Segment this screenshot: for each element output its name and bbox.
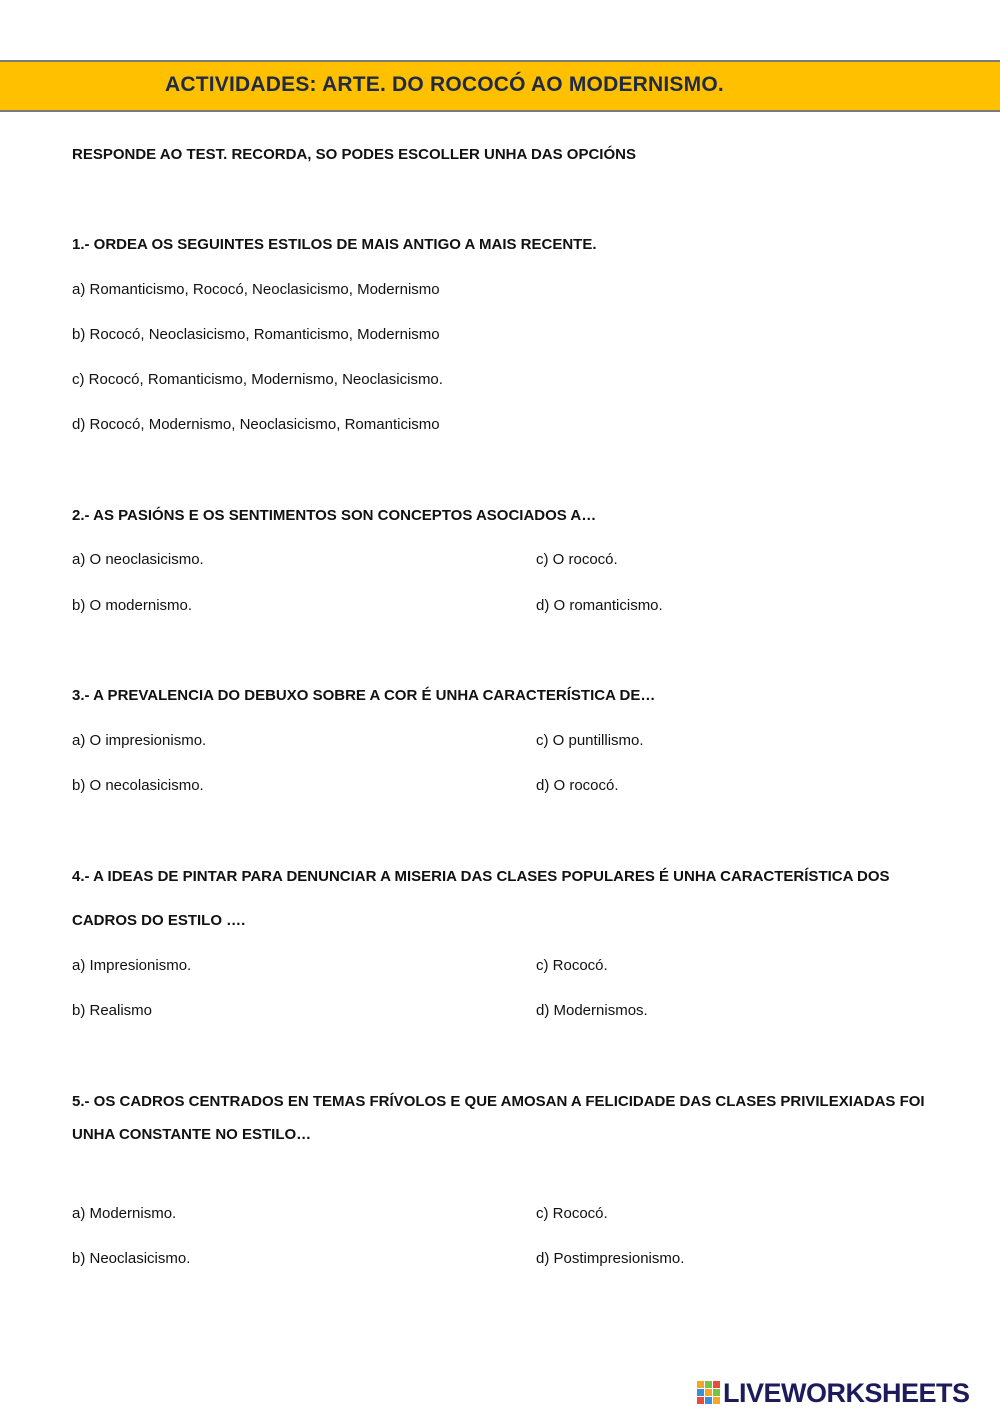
brand-name: LIVEWORKSHEETS (723, 1378, 970, 1408)
q5-option-b[interactable]: b) Neoclasicismo. (72, 1250, 191, 1267)
question-3: 3.- A PREVALENCIA DO DEBUXO SOBRE A COR É UNHA CARACTERÍSTICA DE… (72, 687, 656, 704)
question-4-line-2: CADROS DO ESTILO …. (72, 912, 246, 929)
q2-option-b[interactable]: b) O modernismo. (72, 597, 193, 614)
instructions: RESPONDE AO TEST. RECORDA, SO PODES ESCOLLER UNHA DAS OPCIÓNS (72, 146, 636, 163)
q1-option-c[interactable]: c) Rococó, Romanticismo, Modernismo, Neoclasicismo. (72, 371, 443, 388)
q5-option-d[interactable]: d) Postimpresionismo. (536, 1250, 685, 1267)
q4-option-d[interactable]: d) Modernismos. (536, 1002, 648, 1019)
q1-option-b[interactable]: b) Rococó, Neoclasicismo, Romanticismo, Modernismo (72, 326, 440, 343)
q5-option-c[interactable]: c) Rococó. (536, 1205, 608, 1222)
q5-option-a[interactable]: a) Modernismo. (72, 1205, 177, 1222)
q1-option-d[interactable]: d) Rococó, Modernismo, Neoclasicismo, Romanticismo (72, 416, 440, 433)
q3-option-c[interactable]: c) O puntillismo. (536, 732, 644, 749)
q4-option-b[interactable]: b) Realismo (72, 1002, 153, 1019)
q3-option-a[interactable]: a) O impresionismo. (72, 732, 207, 749)
liveworksheets-icon (697, 1381, 721, 1405)
question-1: 1.- ORDEA OS SEGUINTES ESTILOS DE MAIS ANTIGO A MAIS RECENTE. (72, 236, 597, 253)
liveworksheets-logo (697, 1378, 997, 1408)
question-5-line-2: UNHA CONSTANTE NO ESTILO… (72, 1126, 312, 1143)
q2-option-a[interactable]: a) O neoclasicismo. (72, 551, 204, 568)
question-4-line-1: 4.- A IDEAS DE PINTAR PARA DENUNCIAR A MISERIA DAS CLASES POPULARES É UNHA CARACTERÍSTICA DOS (72, 868, 890, 885)
q1-option-a[interactable]: a) Romanticismo, Rococó, Neoclasicismo, Modernismo (72, 281, 440, 298)
q3-option-b[interactable]: b) O necolasicismo. (72, 777, 204, 794)
q2-option-d[interactable]: d) O romanticismo. (536, 597, 663, 614)
page-title: ACTIVIDADES: ARTE. DO ROCOCÓ AO MODERNISMO. (165, 73, 724, 96)
q4-option-c[interactable]: c) Rococó. (536, 957, 608, 974)
question-5-line-1: 5.- OS CADROS CENTRADOS EN TEMAS FRÍVOLOS E QUE AMOSAN A FELICIDADE DAS CLASES PRIVILEXIADAS FOI (72, 1093, 925, 1110)
question-2: 2.- AS PASIÓNS E OS SENTIMENTOS SON CONCEPTOS ASOCIADOS A… (72, 507, 597, 524)
q4-option-a[interactable]: a) Impresionismo. (72, 957, 192, 974)
title-band (0, 60, 1000, 112)
q2-option-c[interactable]: c) O rococó. (536, 551, 618, 568)
q3-option-d[interactable]: d) O rococó. (536, 777, 619, 794)
